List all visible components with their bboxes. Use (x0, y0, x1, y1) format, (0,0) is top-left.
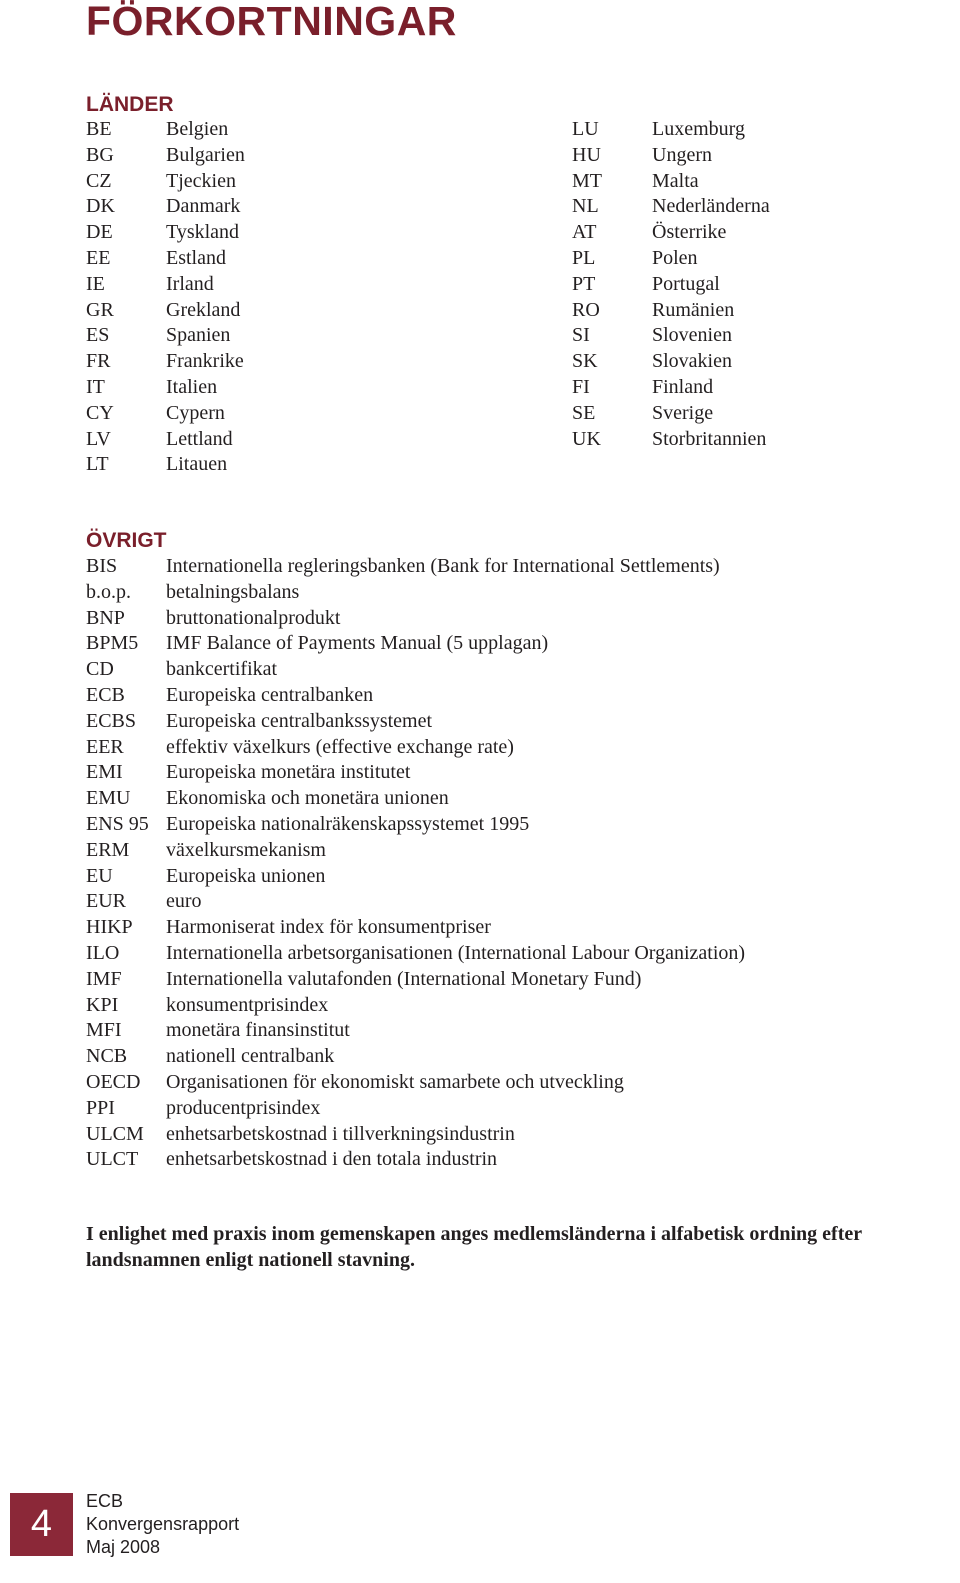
abbreviation-meaning: Internationella regleringsbanken (Bank for International Settlements) (166, 555, 720, 577)
country-code: MT (572, 169, 602, 192)
abbreviation-meaning: växelkursmekanism (166, 838, 326, 861)
country-name: Luxemburg (652, 118, 745, 140)
country-code: GR (86, 298, 114, 321)
country-name: Estland (166, 246, 226, 269)
footer-report-title: Konvergensrapport (86, 1514, 240, 1534)
country-name: Tyskland (166, 221, 240, 244)
country-code: FI (572, 375, 590, 398)
abbreviation-meaning: enhetsarbetskostnad i den totala industrin (166, 1148, 498, 1171)
country-name: Österrike (652, 221, 727, 244)
abbreviation-meaning: Europeiska nationalräkenskapssystemet 1995 (166, 812, 530, 835)
abbreviation-code: EER (86, 735, 124, 758)
country-name: Frankrike (166, 350, 244, 373)
country-code: SK (572, 350, 598, 373)
page-number: 4 (30, 1503, 53, 1545)
abbreviation-code: ECB (86, 683, 125, 706)
country-name: Portugal (652, 272, 720, 295)
country-name: Spanien (166, 324, 231, 347)
abbreviation-code: EMI (86, 761, 123, 784)
abbreviation-code: EU (86, 864, 113, 887)
abbreviation-code: EUR (86, 890, 126, 913)
abbreviation-meaning: Internationella valutafonden (International Monetary Fund) (166, 967, 642, 990)
abbreviation-code: NCB (86, 1045, 128, 1068)
country-name: Ungern (652, 143, 712, 166)
abbreviation-code: ULCM (86, 1122, 144, 1145)
abbreviation-meaning: producentprisindex (166, 1096, 321, 1119)
abbreviation-code: KPI (86, 993, 119, 1016)
page-number-box (10, 1493, 73, 1556)
country-name: Malta (652, 169, 699, 192)
country-code: BE (86, 118, 112, 140)
abbreviation-code: ENS 95 (86, 812, 149, 835)
abbreviation-meaning: monetära finansinstitut (166, 1019, 350, 1042)
abbreviation-meaning: IMF Balance of Payments Manual (5 upplagan) (166, 632, 549, 655)
abbreviation-meaning: Europeiska monetära institutet (166, 761, 411, 784)
country-name: Rumänien (652, 298, 735, 321)
abbreviation-code: CD (86, 658, 114, 681)
country-name: Polen (652, 246, 698, 269)
abbreviation-meaning: bankcertifikat (166, 658, 278, 681)
country-name: Cypern (166, 401, 225, 424)
abbreviation-code: BNP (86, 606, 125, 629)
country-code: UK (572, 427, 601, 450)
country-code: SI (572, 324, 590, 347)
country-code: FR (86, 350, 111, 373)
country-code: HU (572, 143, 601, 166)
footer-date: Maj 2008 (86, 1537, 161, 1557)
country-code: PT (572, 272, 596, 295)
abbreviation-meaning: Internationella arbetsorganisationen (International Labour Organization) (166, 941, 746, 964)
country-code: ES (86, 324, 110, 347)
abbreviation-code: ERM (86, 838, 130, 861)
country-name: Finland (652, 375, 714, 398)
country-name: Nederländerna (652, 195, 770, 218)
footer-publisher: ECB (86, 1491, 124, 1511)
page-title: FÖRKORTNINGAR (86, 0, 457, 44)
country-name: Danmark (166, 195, 241, 218)
abbreviation-meaning: Ekonomiska och monetära unionen (166, 787, 449, 810)
abbreviation-meaning: effektiv växelkurs (effective exchange rate) (166, 735, 514, 758)
country-code: NL (572, 195, 599, 218)
abbreviation-meaning: enhetsarbetskostnad i tillverkningsindustrin (166, 1122, 515, 1145)
country-code: LU (572, 118, 599, 140)
abbreviation-code: HIKP (86, 916, 133, 939)
country-name: Storbritannien (652, 427, 767, 450)
abbreviation-code: IMF (86, 967, 122, 990)
abbreviation-code: ECBS (86, 709, 137, 732)
abbreviation-meaning: betalningsbalans (166, 580, 300, 603)
abbreviation-code: MFI (86, 1019, 122, 1042)
country-code: DK (86, 195, 115, 218)
abbreviation-meaning: Europeiska centralbanken (166, 683, 374, 706)
country-name: Tjeckien (166, 169, 236, 192)
abbreviation-code: b.o.p. (86, 580, 131, 603)
abbreviation-code: EMU (86, 787, 131, 810)
ordering-note: I enlighet med praxis inom gemenskapen anges medlemsländerna i alfabetisk ordning efter landsnamnen enligt nationell stavning. (86, 1223, 862, 1271)
country-code: LV (86, 427, 111, 450)
footer (86, 1490, 239, 1559)
country-code: IE (86, 272, 105, 295)
country-name: Bulgarien (166, 143, 245, 166)
country-name: Italien (166, 375, 218, 398)
abbreviation-meaning: konsumentprisindex (166, 993, 329, 1016)
country-code: IT (86, 375, 105, 398)
abbreviation-code: BIS (86, 555, 118, 577)
abbreviation-code: BPM5 (86, 632, 139, 655)
abbreviation-code: PPI (86, 1096, 115, 1119)
abbreviation-meaning: Europeiska unionen (166, 864, 326, 887)
country-code: SE (572, 401, 596, 424)
country-name: Litauen (166, 453, 228, 476)
country-name: Sverige (652, 401, 714, 424)
country-code: EE (86, 246, 111, 269)
country-name: Grekland (166, 298, 241, 321)
country-code: RO (572, 298, 600, 321)
abbreviation-meaning: euro (166, 890, 202, 913)
abbreviation-meaning: bruttonationalprodukt (166, 606, 341, 629)
country-name: Belgien (166, 118, 229, 140)
abbreviation-meaning: nationell centralbank (166, 1045, 335, 1068)
country-code: AT (572, 221, 597, 244)
country-name: Slovakien (652, 350, 732, 373)
country-name: Lettland (166, 427, 233, 450)
countries-heading: LÄNDER (86, 93, 174, 116)
abbreviation-meaning: Europeiska centralbankssystemet (166, 709, 433, 732)
country-name: Slovenien (652, 324, 732, 347)
country-code: LT (86, 453, 109, 476)
country-code: BG (86, 143, 114, 166)
abbreviation-code: OECD (86, 1070, 141, 1093)
country-code: DE (86, 221, 113, 244)
country-code: CZ (86, 169, 112, 192)
country-code: CY (86, 401, 114, 424)
country-code: PL (572, 246, 596, 269)
abbreviation-code: ILO (86, 941, 120, 964)
other-heading: ÖVRIGT (86, 529, 167, 552)
abbreviation-code: ULCT (86, 1148, 139, 1171)
country-name: Irland (166, 272, 214, 295)
abbreviation-meaning: Organisationen för ekonomiskt samarbete och utveckling (166, 1070, 624, 1093)
abbreviation-meaning: Harmoniserat index för konsumentpriser (166, 916, 491, 939)
